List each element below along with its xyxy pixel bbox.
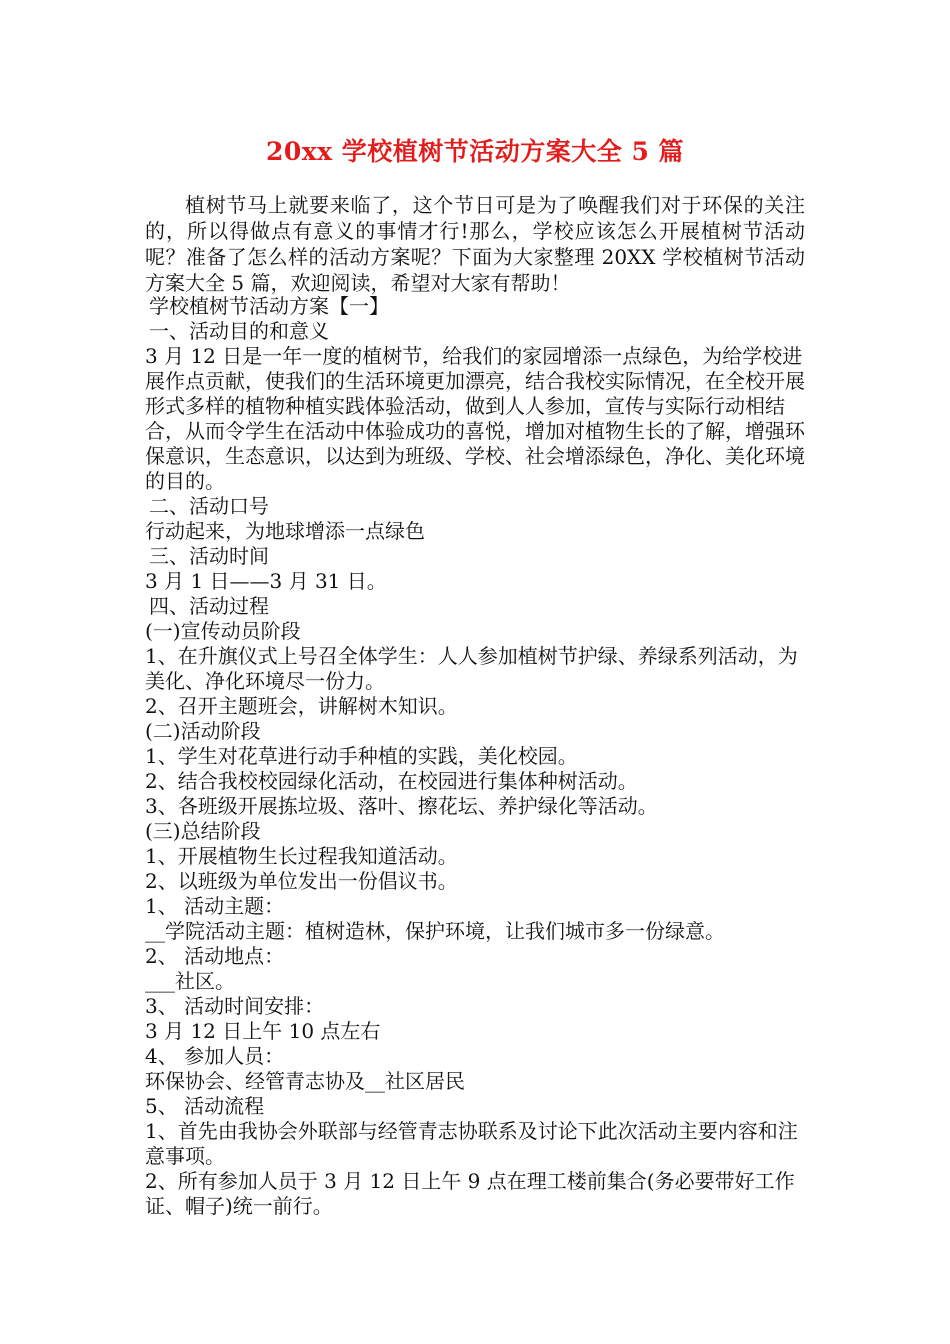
list-item: 1、在升旗仪式上号召全体学生：人人参加植树节护绿、养绿系列活动，为美化、净化环境尽一份力。 xyxy=(145,644,798,693)
list-item: 2、所有参加人员于 3 月 12 日上午 9 点在理工楼前集合(务必要带好工作证、帽子)统一前行。 xyxy=(145,1169,795,1218)
section-heading: 四、活动过程 xyxy=(149,594,269,618)
document-body xyxy=(145,294,810,1219)
list-item: 3、 活动时间安排： xyxy=(145,994,325,1018)
list-item: 2、结合我校校园绿化活动，在校园进行集体种树活动。 xyxy=(145,769,638,793)
intro-paragraph: 植树节马上就要来临了，这个节日可是为了唤醒我们对于环保的关注的，所以得做点有意义的事情才行!那么，学校应该怎么开展植树节活动呢？准备了怎么样的活动方案呢？下面为大家整理 20XX 学校植树节活动方案大全 5 篇，欢迎阅读，希望对大家有帮助！ xyxy=(145,193,805,295)
subsection-heading: (二)活动阶段 xyxy=(145,719,261,743)
document-title: 20xx 学校植树节活动方案大全 5 篇 xyxy=(265,137,685,166)
list-item: 4、 参加人员： xyxy=(145,1044,285,1068)
subsection-heading: (一)宣传动员阶段 xyxy=(145,619,301,643)
list-item: 2、 活动地点： xyxy=(145,944,285,968)
section-heading: 一、活动目的和意义 xyxy=(149,319,329,343)
subsection-heading: (三)总结阶段 xyxy=(145,819,261,843)
list-item: 1、首先由我协会外联部与经管青志协联系及讨论下此次活动主要内容和注意事项。 xyxy=(145,1119,798,1168)
section-heading: 三、活动时间 xyxy=(149,544,269,568)
list-item: 1、开展植物生长过程我知道活动。 xyxy=(145,844,458,868)
list-item: 2、召开主题班会，讲解树木知识。 xyxy=(145,694,458,718)
plan-heading: 学校植树节活动方案【一】 xyxy=(149,294,389,318)
paragraph: __学院活动主题：植树造林，保护环境，让我们城市多一份绿意。 xyxy=(145,919,725,943)
list-item: 2、以班级为单位发出一份倡议书。 xyxy=(145,869,458,893)
section-heading: 二、活动口号 xyxy=(149,494,269,518)
paragraph: 3 月 12 日上午 10 点左右 xyxy=(145,1019,381,1043)
paragraph: 3 月 1 日——3 月 31 日。 xyxy=(145,569,387,593)
paragraph: ___社区。 xyxy=(145,969,235,993)
list-item: 3、各班级开展拣垃圾、落叶、擦花坛、养护绿化等活动。 xyxy=(145,794,658,818)
paragraph: 3 月 12 日是一年一度的植树节，给我们的家园增添一点绿色，为给学校进展作点贡献，使我们的生活环境更加漂亮，结合我校实际情况，在全校开展形式多样的植物种植实践体验活动，做到人人参加，宣传与实际行动相结合，从而令学生在活动中体验成功的喜悦，增加对植物生长的了解，增强环保意识，生态意识，以达到为班级、学校、社会增添绿色，净化、美化环境的目的。 xyxy=(145,344,805,493)
list-item: 1、学生对花草进行动手种植的实践，美化校园。 xyxy=(145,744,578,768)
paragraph: 行动起来，为地球增添一点绿色 xyxy=(145,519,425,543)
list-item: 5、 活动流程 xyxy=(145,1094,265,1118)
list-item: 1、 活动主题： xyxy=(145,894,285,918)
paragraph: 环保协会、经管青志协及__社区居民 xyxy=(145,1069,465,1093)
